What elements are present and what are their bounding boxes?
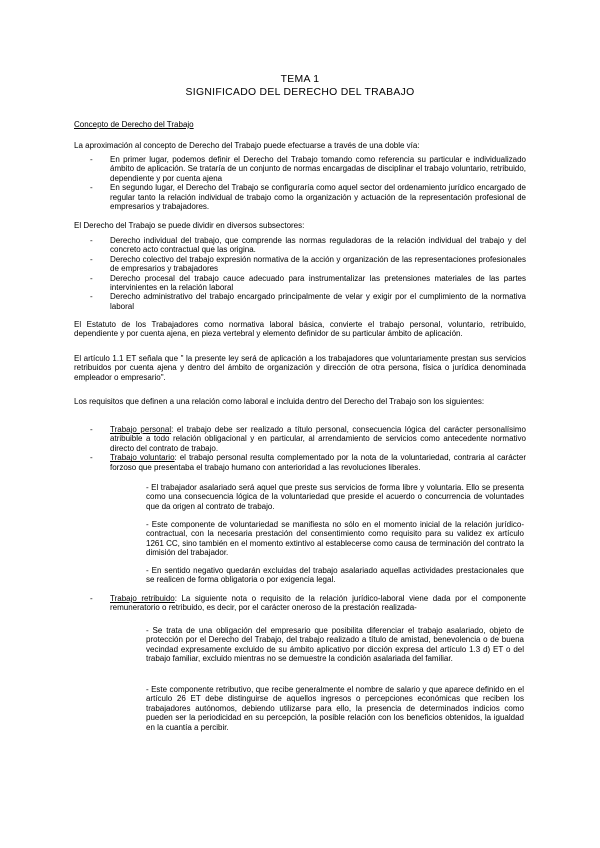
dash-bullet: -: [90, 292, 93, 302]
list-item: - Derecho colectivo del trabajo expresión normativa de la acción y organización de las representaciones profesionales de empresarios y trabajadores: [90, 254, 526, 274]
dash-bullet: -: [90, 236, 93, 245]
dash-bullet: -: [90, 183, 93, 193]
dash-bullet: -: [90, 594, 93, 603]
list-item: - Trabajo voluntario: el trabajo personal resulta complementado por la nota de la voluntariedad, contraria al carácter forzoso que presentaba el trabajo humano con anterioridad a las revoluciones liberales.: [90, 453, 526, 472]
voluntario-note: - Este componente de voluntariedad se manifiesta no sólo en el momento inicial de la relación jurídico-contractual, con la necesaria prestación del consentimiento como requisito para su validez ex artículo 1261 CC, sino también en el momento extintivo al establecerse como causa de terminación del contrato la dimisión del trabajador.: [146, 520, 524, 558]
requisitos-intro: Los requisitos que definen a una relación como laboral e incluida dentro del Derecho del Trabajo son los siguientes:: [74, 397, 485, 406]
subsectores-intro: El Derecho del Trabajo se puede dividir en diversos subsectores:: [74, 221, 305, 230]
dash-bullet: -: [90, 425, 93, 434]
intro-paragraph: La aproximación al concepto de Derecho del Trabajo puede efectuarse a través de una doble vía:: [74, 141, 420, 150]
list-item: - En primer lugar, podemos definir el Derecho del Trabajo tomando como referencia su particular e individualizado ámbito de aplicación. Se trataría de un conjunto de normas encargadas de disciplinar el trabajo voluntario, retribuido, dependiente y por cuenta ajena: [90, 155, 526, 183]
list-item: - Trabajo personal: el trabajo debe ser realizado a título personal, consecuencia lógica del carácter personalísimo atribuible a todo relación obligacional y en particular, al arrendamiento de servicios como antecedente normativo directo del contrato de trabajo.: [90, 425, 526, 453]
chapter-number: TEMA 1: [280, 74, 320, 85]
voluntario-note: - En sentido negativo quedarán excluidas del trabajo asalariado aquellas actividades prestacionales que se realicen de forma obligatoria o por exigencia legal.: [146, 566, 524, 585]
dash-bullet: -: [90, 273, 93, 283]
section-heading: Concepto de Derecho del Trabajo: [74, 120, 194, 129]
list-item: - Derecho administrativo del trabajo encargado principalmente de velar y exigir por el cumplimiento de la normativa laboral: [90, 292, 526, 311]
requisitos-list-top: [90, 425, 526, 472]
term-retribuido: Trabajo retribuido: [110, 594, 175, 603]
subsectores-list: [90, 236, 526, 311]
voluntario-note: - El trabajador asalariado será aquel que preste sus servicios de forma libre y voluntaria. Ello se presenta como una consecuencia lógica de la voluntariedad que preside el acuerdo o concurrencia de voluntades que da origen al contrato de trabajo.: [146, 483, 524, 511]
list-item: - Trabajo retribuido: La siguiente nota o requisito de la relación jurídico-laboral viene dada por el componente remuneratorio o retribuido, es decir, por el carácter oneroso de la prestación realizada-: [90, 594, 526, 613]
dash-bullet: -: [90, 155, 93, 164]
list-item: - Derecho procesal del trabajo cauce adecuado para instrumentalizar las pretensiones materiales de las partes intervinientes en la relación laboral: [90, 273, 526, 293]
requisitos-list-bottom: [90, 594, 526, 613]
term-personal: Trabajo personal: [110, 425, 172, 434]
term-voluntario: Trabajo voluntario: [110, 453, 175, 463]
articulo-paragraph: El artículo 1.1 ET señala que " la presente ley será de aplicación a los trabajadores que voluntariamente prestan sus servicios retribuidos por cuenta ajena y dentro del ámbito de organización y dirección de otra persona, física o jurídica denominada empleador o empresario".: [74, 354, 526, 382]
retribuido-note: - Este componente retributivo, que recibe generalmente el nombre de salario y que aparece definido en el artículo 26 ET debe distinguirse de aquellos ingresos o percepciones económicas que reciben los trabajadores autónomos, debiendo utilizarse para ello, la presencia de determinados indicios como pueden ser la periodicidad en su percepción, la posible relación con los beneficios obtenidos, la igualdad en la cuantía a percibir.: [146, 685, 524, 732]
list-item: - En segundo lugar, el Derecho del Trabajo se configuraría como aquel sector del ordenamiento jurídico encargado de regular tanto la relación individual de trabajo como la organización y actuación de la representación profesional de empresarios y trabajadores.: [90, 183, 526, 212]
dash-bullet: -: [90, 254, 93, 264]
via-list: [90, 155, 526, 212]
list-item: - Derecho individual del trabajo, que comprende las normas reguladoras de la relación individual del trabajo y del concreto acto contractual que las origina.: [90, 236, 526, 255]
page-title: SIGNIFICADO DEL DERECHO DEL TRABAJO: [185, 87, 415, 98]
retribuido-note: - Se trata de una obligación del empresario que posibilita diferenciar el trabajo asalariado, objeto de protección por el Derecho del Trabajo, del trabajo realizado a título de amistad, benevolencia o de buena vecindad expresamente excluido de su ámbito aplicativo por dicción expresa del artículo 1.3 d) ET o del trabajo familiar, excluido mientras no se demuestre la condición asalariada del familiar.: [146, 626, 524, 664]
dash-bullet: -: [90, 453, 93, 463]
estatuto-paragraph: El Estatuto de los Trabajadores como normativa laboral básica, convierte el trabajo personal, voluntario, retribuido, dependiente y por cuenta ajena, en pieza vertebral y elemento definidor de su particular ámbito de aplicación.: [74, 320, 526, 339]
